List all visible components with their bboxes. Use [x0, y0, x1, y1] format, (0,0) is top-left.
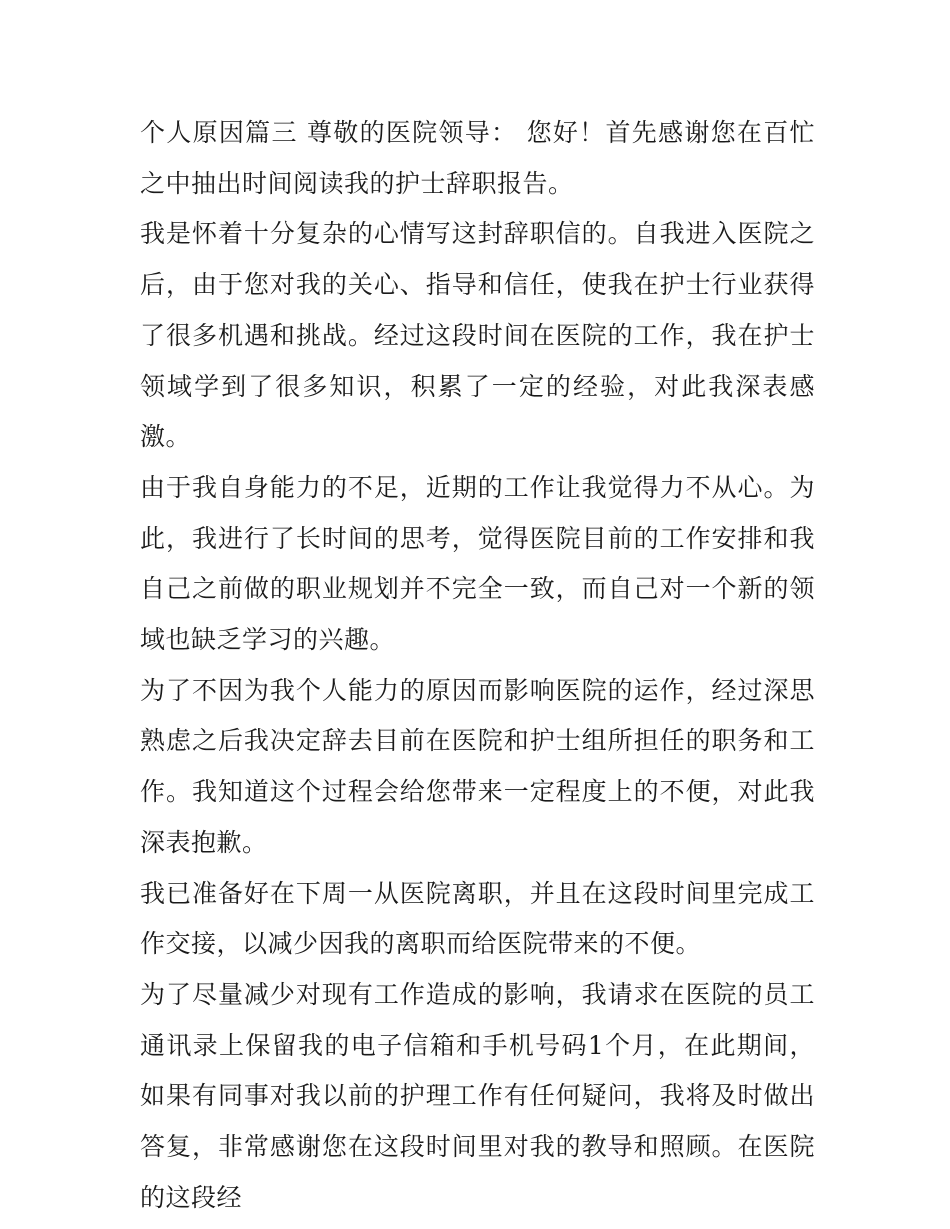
- paragraph-intro: 个人原因篇三 尊敬的医院领导： 您好！首先感谢您在百忙之中抽出时间阅读我的护士辞职报告。: [140, 118, 815, 198]
- paragraph-reason: 由于我自身能力的不足，近期的工作让我觉得力不从心。为此，我进行了长时间的思考，觉得医院目前的工作安排和我自己之前做的职业规划并不完全一致，而自己对一个新的领域也缺乏学习的兴趣。: [140, 472, 815, 655]
- paragraph-gratitude: 我是怀着十分复杂的心情写这封辞职信的。自我进入医院之后，由于您对我的关心、指导和信任，使我在护士行业获得了很多机遇和挑战。经过这段时间在医院的工作，我在护士领域学到了很多知识，积累了一定的经验，对此我深表感激。: [140, 219, 815, 452]
- paragraph-contact: 为了尽量减少对现有工作造成的影响，我请求在医院的员工通讯录上保留我的电子信箱和手机号码1个月，在此期间，如果有同事对我以前的护理工作有任何疑问，我将及时做出答复，非常感谢您在这段时间里对我的教导和照顾。在医院的这段经: [140, 979, 815, 1212]
- paragraph-decision: 为了不因为我个人能力的原因而影响医院的运作，经过深思熟虑之后我决定辞去目前在医院和护士组所担任的职务和工作。我知道这个过程会给您带来一定程度上的不便，对此我深表抱歉。: [140, 675, 815, 857]
- document-body: [140, 108, 815, 1223]
- paragraph-handover: 我已准备好在下周一从医院离职，并且在这段时间里完成工作交接，以减少因我的离职而给医院带来的不便。: [140, 878, 815, 959]
